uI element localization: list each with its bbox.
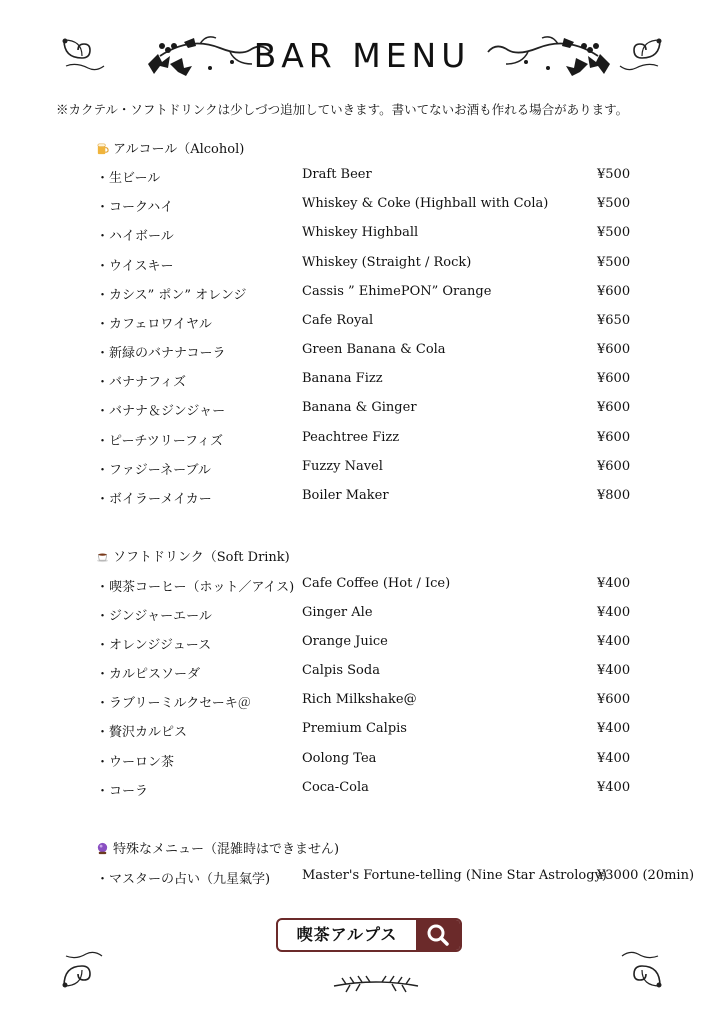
item-price: ¥500 bbox=[597, 167, 631, 182]
item-name-en: Calpis Soda bbox=[302, 663, 380, 678]
section-title-alcohol bbox=[96, 138, 244, 157]
item-name-en: Cafe Royal bbox=[302, 313, 374, 328]
item-name-en: Boiler Maker bbox=[302, 488, 389, 503]
menu-item-row bbox=[96, 371, 706, 391]
item-name-en: Rich Milkshake@ bbox=[302, 692, 417, 707]
beer-mug-icon bbox=[96, 142, 109, 155]
item-name-jp: ・ピーチツリーフィズ bbox=[96, 434, 224, 449]
item-price: ¥600 bbox=[597, 371, 631, 386]
item-name-jp: ・カフェロワイヤル bbox=[96, 317, 212, 332]
item-name-en: Oolong Tea bbox=[302, 751, 377, 766]
item-price: ¥3000 (20min) bbox=[597, 868, 695, 883]
menu-item-row bbox=[96, 196, 706, 216]
item-name-jp: ・ラブリーミルクセーキ＠ bbox=[96, 696, 251, 711]
menu-item-row bbox=[96, 692, 706, 712]
corner-flourish-bottom-left-icon bbox=[60, 944, 106, 990]
cafe-logo-text: 喫茶アルプス bbox=[296, 925, 398, 944]
section-title-label: アルコール（Alcohol) bbox=[113, 142, 245, 157]
item-name-jp: ・ファジーネーブル bbox=[96, 463, 211, 478]
item-price: ¥400 bbox=[597, 663, 631, 678]
item-name-jp: ・喫茶コーヒー（ホット／アイス) bbox=[96, 580, 295, 595]
menu-item-row bbox=[96, 868, 706, 888]
item-name-en: Peachtree Fizz bbox=[302, 430, 400, 445]
logo-search-box[interactable] bbox=[416, 920, 460, 950]
item-price: ¥400 bbox=[597, 751, 631, 766]
section-title-special bbox=[96, 838, 339, 857]
item-name-jp: ・新緑のバナナコーラ bbox=[96, 346, 226, 361]
menu-item-row bbox=[96, 255, 706, 275]
header bbox=[0, 28, 724, 88]
item-price: ¥500 bbox=[597, 225, 631, 240]
item-price: ¥600 bbox=[597, 430, 631, 445]
corner-flourish-top-right-icon bbox=[616, 36, 664, 76]
menu-item-row bbox=[96, 663, 706, 683]
item-name-en: Ginger Ale bbox=[302, 605, 373, 620]
item-name-jp: ・ジンジャーエール bbox=[96, 609, 212, 624]
item-price: ¥600 bbox=[597, 284, 631, 299]
menu-item-row bbox=[96, 721, 706, 741]
page-title: BAR MENU bbox=[253, 36, 471, 75]
notice-text: ※カクテル・ソフトドリンクは少しづつ追加していきます。書いてないお酒も作れる場合があります。 bbox=[56, 102, 629, 117]
item-price: ¥400 bbox=[597, 605, 631, 620]
item-name-jp: ・ウーロン茶 bbox=[96, 755, 175, 770]
item-name-jp: ・ボイラーメイカー bbox=[96, 492, 212, 507]
item-name-jp: ・ハイボール bbox=[96, 229, 174, 244]
item-name-jp: ・マスターの占い（九星氣学) bbox=[96, 872, 271, 887]
section-title-soft-drink bbox=[96, 546, 290, 565]
item-price: ¥600 bbox=[597, 342, 631, 357]
item-price: ¥600 bbox=[597, 400, 631, 415]
section-title-label: 特殊なメニュー（混雑時はできません) bbox=[113, 842, 340, 857]
item-name-jp: ・贅沢カルピス bbox=[96, 725, 188, 740]
menu-item-row bbox=[96, 751, 706, 771]
item-price: ¥500 bbox=[597, 255, 631, 270]
corner-flourish-bottom-right-icon bbox=[618, 944, 664, 990]
item-name-jp: ・コーラ bbox=[96, 784, 149, 799]
menu-item-row bbox=[96, 459, 706, 479]
menu-item-row bbox=[96, 605, 706, 625]
item-name-en: Banana & Ginger bbox=[302, 400, 417, 415]
menu-item-row bbox=[96, 634, 706, 654]
item-price: ¥800 bbox=[597, 488, 631, 503]
item-price: ¥400 bbox=[597, 576, 631, 591]
item-name-en: Premium Calpis bbox=[302, 721, 407, 736]
menu-item-row bbox=[96, 430, 706, 450]
item-name-jp: ・オレンジジュース bbox=[96, 638, 212, 653]
item-price: ¥650 bbox=[597, 313, 631, 328]
item-name-en: Green Banana & Cola bbox=[302, 342, 446, 357]
item-name-en: Cafe Coffee (Hot / Ice) bbox=[302, 576, 451, 591]
menu-item-row bbox=[96, 225, 706, 245]
menu-item-row bbox=[96, 284, 706, 304]
item-name-en: Cassis ” EhimePON” Orange bbox=[302, 284, 492, 299]
item-price: ¥600 bbox=[597, 692, 631, 707]
item-price: ¥600 bbox=[597, 459, 631, 474]
item-name-jp: ・生ビール bbox=[96, 171, 161, 186]
item-name-en: Master's Fortune-telling (Nine Star Astrology) bbox=[302, 868, 607, 883]
menu-item-row bbox=[96, 313, 706, 333]
item-name-en: Whiskey (Straight / Rock) bbox=[302, 255, 472, 270]
menu-item-row bbox=[96, 400, 706, 420]
menu-item-row bbox=[96, 167, 706, 187]
item-name-en: Whiskey Highball bbox=[302, 225, 419, 240]
item-name-jp: ・コークハイ bbox=[96, 200, 174, 215]
item-name-en: Draft Beer bbox=[302, 167, 372, 182]
menu-item-row bbox=[96, 488, 706, 508]
item-name-en: Fuzzy Navel bbox=[302, 459, 383, 474]
search-icon bbox=[416, 920, 460, 950]
item-name-en: Whiskey & Coke (Highball with Cola) bbox=[302, 196, 549, 211]
item-name-jp: ・カシス” ポン” オレンジ bbox=[96, 288, 247, 303]
item-name-en: Coca-Cola bbox=[302, 780, 369, 795]
item-name-jp: ・ウイスキー bbox=[96, 259, 174, 274]
cafe-logo-search-button[interactable] bbox=[276, 918, 462, 952]
item-price: ¥400 bbox=[597, 634, 631, 649]
item-name-en: Orange Juice bbox=[302, 634, 388, 649]
section-title-label: ソフトドリンク（Soft Drink) bbox=[113, 550, 290, 565]
item-price: ¥500 bbox=[597, 196, 631, 211]
holly-ornament-right-icon bbox=[484, 34, 618, 78]
item-price: ¥400 bbox=[597, 780, 631, 795]
menu-item-row bbox=[96, 576, 706, 596]
item-name-jp: ・カルピスソーダ bbox=[96, 667, 201, 682]
menu-item-row bbox=[96, 780, 706, 800]
item-price: ¥400 bbox=[597, 721, 631, 736]
coffee-cup-icon bbox=[96, 550, 109, 563]
crystal-ball-icon bbox=[96, 842, 109, 855]
item-name-en: Banana Fizz bbox=[302, 371, 383, 386]
vine-divider-icon bbox=[330, 974, 422, 996]
item-name-jp: ・バナナ＆ジンジャー bbox=[96, 404, 226, 419]
item-name-jp: ・バナナフィズ bbox=[96, 375, 186, 390]
menu-item-row bbox=[96, 342, 706, 362]
